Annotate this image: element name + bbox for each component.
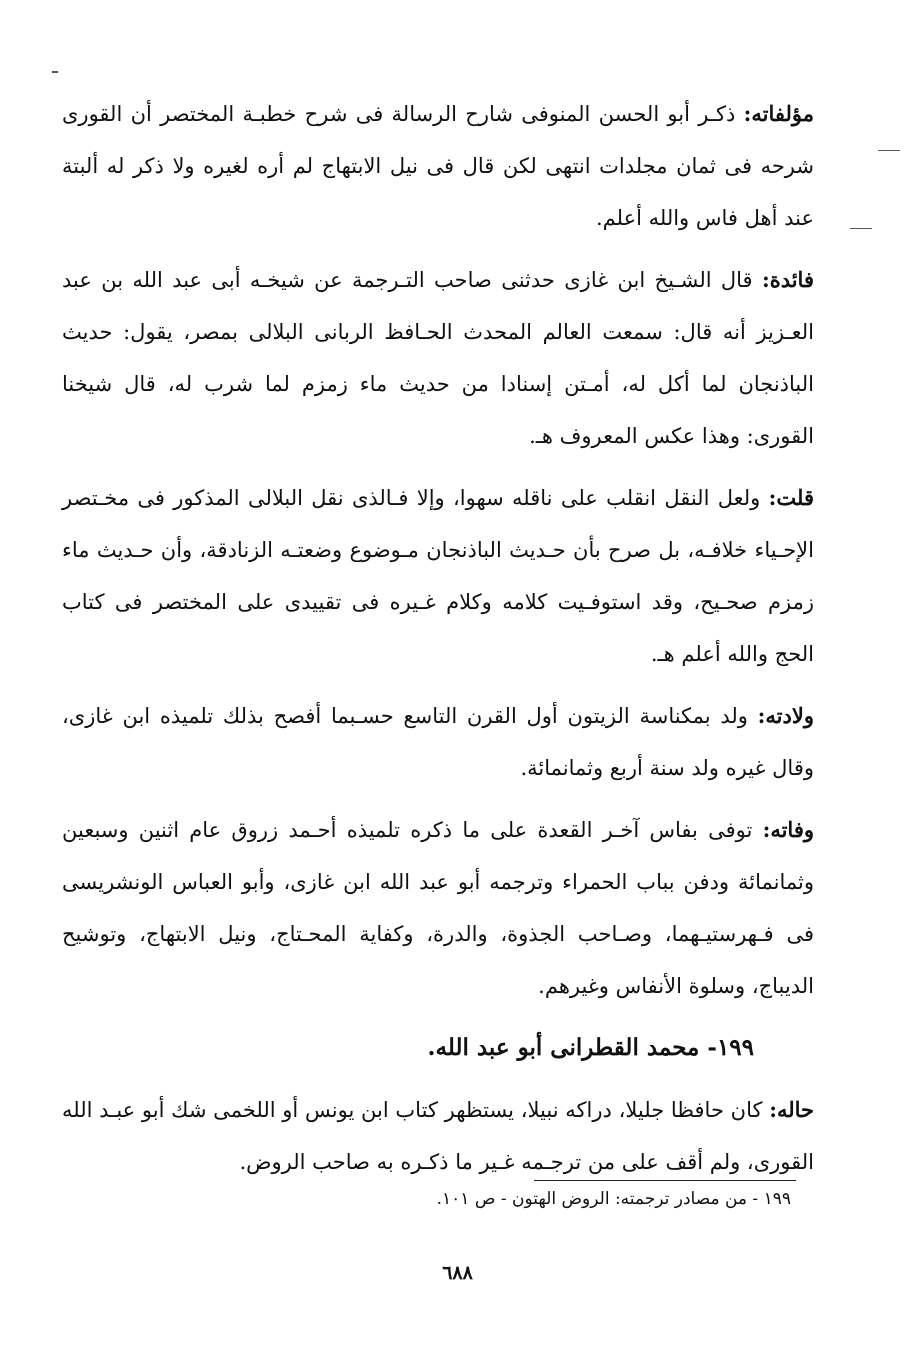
paragraph-lead: وفاته: — [762, 817, 814, 842]
page-number: ٦٨٨ — [442, 1262, 473, 1284]
scan-mark — [850, 228, 872, 229]
paragraph-lead: قلت: — [768, 485, 814, 510]
paragraph-works — [62, 88, 814, 244]
paragraph-text: توفى بفاس آخـر القعدة على ما ذكره تلميذه أحـمد زروق عام اثنين وسبعين وثمانمائة ودفن بباب الحمراء وترجمه أبو عبد الله ابن غازى، وأبو العباس الونشريسى فى فـهرستيـهما، وصـاحب الجذوة، والدرة، وكفاية المحـتاج، ونيل الابتهاج، وتوشيح الديباج، وسلوة الأنفاس وغيرهم. — [62, 818, 814, 998]
paragraph-lead: فائدة: — [761, 267, 814, 292]
scan-mark — [52, 71, 58, 73]
main-text — [62, 88, 814, 1198]
paragraph-lead: حاله: — [769, 1097, 814, 1122]
footnote-divider — [534, 1180, 796, 1181]
paragraph-text: قال الشـيخ ابن غازى حدثنى صاحب التـرجمة عن شيخـه أبى عبد الله بن عبد العـزيز أنه قال: سمعت العالم المحدث الحـافظ الربانى البلالى بمصر، يقول: حديث الباذنجان لما أكل له، أمـتن إسنادا من حديث ماء زمزم لما شرب له، قال شيخنا القورى: وهذا عكس المعروف هـ. — [62, 268, 815, 448]
paragraph-entry-status — [62, 1084, 814, 1188]
paragraph-text: ولعل النقل انقلب على ناقله سهوا، وإلا فـالذى نقل البلالى المذكور فى مخـتصر الإحـياء خلافـه، بل صرح بأن حـديث الباذنجان مـوضوع وضعتـه الزنادقة، وأن حـديث ماء زمزم صحـيح، وقد استوفـيت كلامه وكلام غـيره فى تقييدى على المختصر فى كتاب الحج والله أعلم هـ. — [62, 486, 814, 666]
paragraph-text: ولد بمكناسة الزيتون أول القرن التاسع حسـبما أفصح بذلك تلميذه ابن غازى، وقال غيره ولد سنة أربع وثمانمائة. — [62, 704, 814, 780]
paragraph-benefit — [62, 254, 814, 462]
paragraph-birth — [62, 690, 814, 794]
paragraph-text: ذكـر أبو الحسن المنوفى شارح الرسالة فى شرح خطبـة المختصر أن القورى شرحه فى ثمان مجلدات انتهى لكن قال فى نيل الابتهاج لم أره لغيره ولا ذكر له ألبتة عند أهل فاس والله أعلم. — [62, 102, 814, 230]
paragraph-text: كان حافظا جليلا، دراكه نبيلا، يستظهر كتاب ابن يونس أو اللخمى شك أبو عبـد الله القورى، ولم أقف على من ترجـمه غـير ما ذكـره به صاحب الروض. — [62, 1098, 814, 1174]
scan-mark — [878, 150, 900, 151]
entry-heading: ١٩٩- محمد القطرانى أبو عبد الله. — [427, 1034, 754, 1061]
paragraph-death — [62, 804, 814, 1012]
paragraph-note — [62, 472, 814, 680]
paragraph-lead: مؤلفاته: — [743, 101, 814, 126]
paragraph-lead: ولادته: — [757, 703, 814, 728]
footnote: ١٩٩ - من مصادر ترجمته: الروض الهتون - ص ١٠١. — [436, 1189, 791, 1209]
